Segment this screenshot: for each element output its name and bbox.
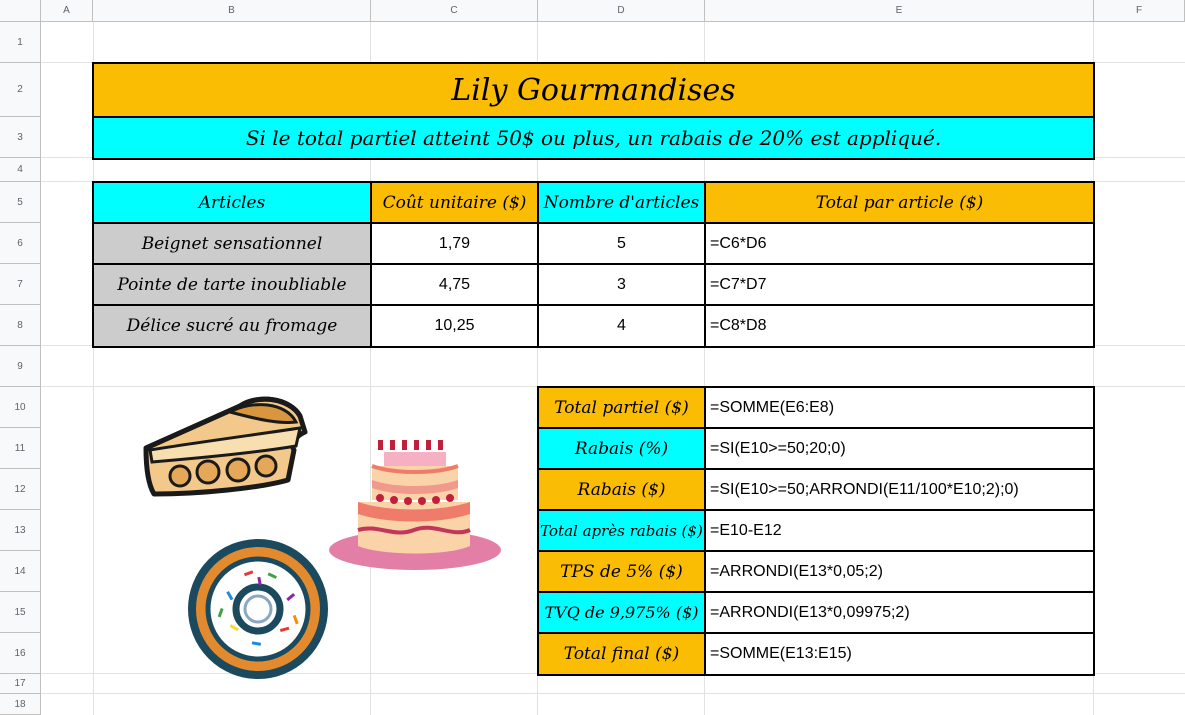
header-unit-cost[interactable]: Coût unitaire ($) — [370, 181, 539, 225]
select-all-corner[interactable] — [0, 0, 41, 22]
unit-price-cell[interactable]: 1,79 — [370, 222, 539, 265]
column-header-d[interactable]: D — [538, 0, 705, 22]
birthday-cake-image[interactable] — [328, 440, 502, 572]
unit-price-cell[interactable]: 4,75 — [370, 263, 539, 306]
summary-formula-cell[interactable]: =SOMME(E6:E8) — [704, 386, 1095, 429]
summary-formula-cell[interactable]: =ARRONDI(E13*0,09975;2) — [704, 591, 1095, 634]
summary-label-cell[interactable]: Total partiel ($) — [537, 386, 706, 429]
row-header-6[interactable]: 6 — [0, 223, 41, 264]
row-header-3[interactable]: 3 — [0, 117, 41, 158]
row-header-16[interactable]: 16 — [0, 633, 41, 674]
row-header-18[interactable]: 18 — [0, 694, 41, 715]
article-name-cell[interactable]: Pointe de tarte inoubliable — [92, 263, 372, 306]
quantity-cell[interactable]: 3 — [537, 263, 706, 306]
quantity-cell[interactable]: 5 — [537, 222, 706, 265]
row-header-5[interactable]: 5 — [0, 182, 41, 223]
total-formula-cell[interactable]: =C8*D8 — [704, 304, 1095, 348]
grid-line — [41, 693, 1185, 694]
column-header-c[interactable]: C — [371, 0, 538, 22]
column-header-e[interactable]: E — [705, 0, 1094, 22]
row-header-7[interactable]: 7 — [0, 264, 41, 305]
row-header-14[interactable]: 14 — [0, 551, 41, 592]
row-header-15[interactable]: 15 — [0, 592, 41, 633]
summary-label-cell[interactable]: Total après rabais ($) — [537, 509, 706, 552]
summary-label-cell[interactable]: Total final ($) — [537, 632, 706, 676]
row-header-11[interactable]: 11 — [0, 428, 41, 469]
summary-formula-cell[interactable]: =SI(E10>=50;20;0) — [704, 427, 1095, 470]
row-header-8[interactable]: 8 — [0, 305, 41, 346]
header-articles[interactable]: Articles — [92, 181, 372, 225]
summary-label-cell[interactable]: Rabais ($) — [537, 468, 706, 511]
total-formula-cell[interactable]: =C7*D7 — [704, 263, 1095, 306]
total-formula-cell[interactable]: =C6*D6 — [704, 222, 1095, 265]
donut-image[interactable] — [186, 538, 330, 680]
column-header-f[interactable]: F — [1094, 0, 1185, 22]
row-header-9[interactable]: 9 — [0, 346, 41, 387]
summary-label-cell[interactable]: TVQ de 9,975% ($) — [537, 591, 706, 634]
unit-price-cell[interactable]: 10,25 — [370, 304, 539, 348]
header-quantity[interactable]: Nombre d'articles — [537, 181, 706, 225]
column-header-b[interactable]: B — [93, 0, 371, 22]
row-header-17[interactable]: 17 — [0, 674, 41, 694]
article-name-cell[interactable]: Beignet sensationnel — [92, 222, 372, 265]
row-header-13[interactable]: 13 — [0, 510, 41, 551]
quantity-cell[interactable]: 4 — [537, 304, 706, 348]
title-cell[interactable]: Lily Gourmandises — [92, 62, 1095, 118]
summary-label-cell[interactable]: TPS de 5% ($) — [537, 550, 706, 593]
pie-slice-image[interactable] — [140, 388, 312, 500]
row-header-10[interactable]: 10 — [0, 387, 41, 428]
summary-formula-cell[interactable]: =E10-E12 — [704, 509, 1095, 552]
summary-formula-cell[interactable]: =SOMME(E13:E15) — [704, 632, 1095, 676]
summary-label-cell[interactable]: Rabais (%) — [537, 427, 706, 470]
summary-formula-cell[interactable]: =SI(E10>=50;ARRONDI(E11/100*E10;2);0) — [704, 468, 1095, 511]
row-header-1[interactable]: 1 — [0, 22, 41, 63]
column-header-a[interactable]: A — [41, 0, 93, 22]
header-total-per-article[interactable]: Total par article ($) — [704, 181, 1095, 225]
row-header-12[interactable]: 12 — [0, 469, 41, 510]
subtitle-cell[interactable]: Si le total partiel atteint 50$ ou plus, un rabais de 20% est appliqué. — [92, 116, 1095, 160]
summary-formula-cell[interactable]: =ARRONDI(E13*0,05;2) — [704, 550, 1095, 593]
row-header-4[interactable]: 4 — [0, 158, 41, 182]
article-name-cell[interactable]: Délice sucré au fromage — [92, 304, 372, 348]
row-header-2[interactable]: 2 — [0, 63, 41, 117]
